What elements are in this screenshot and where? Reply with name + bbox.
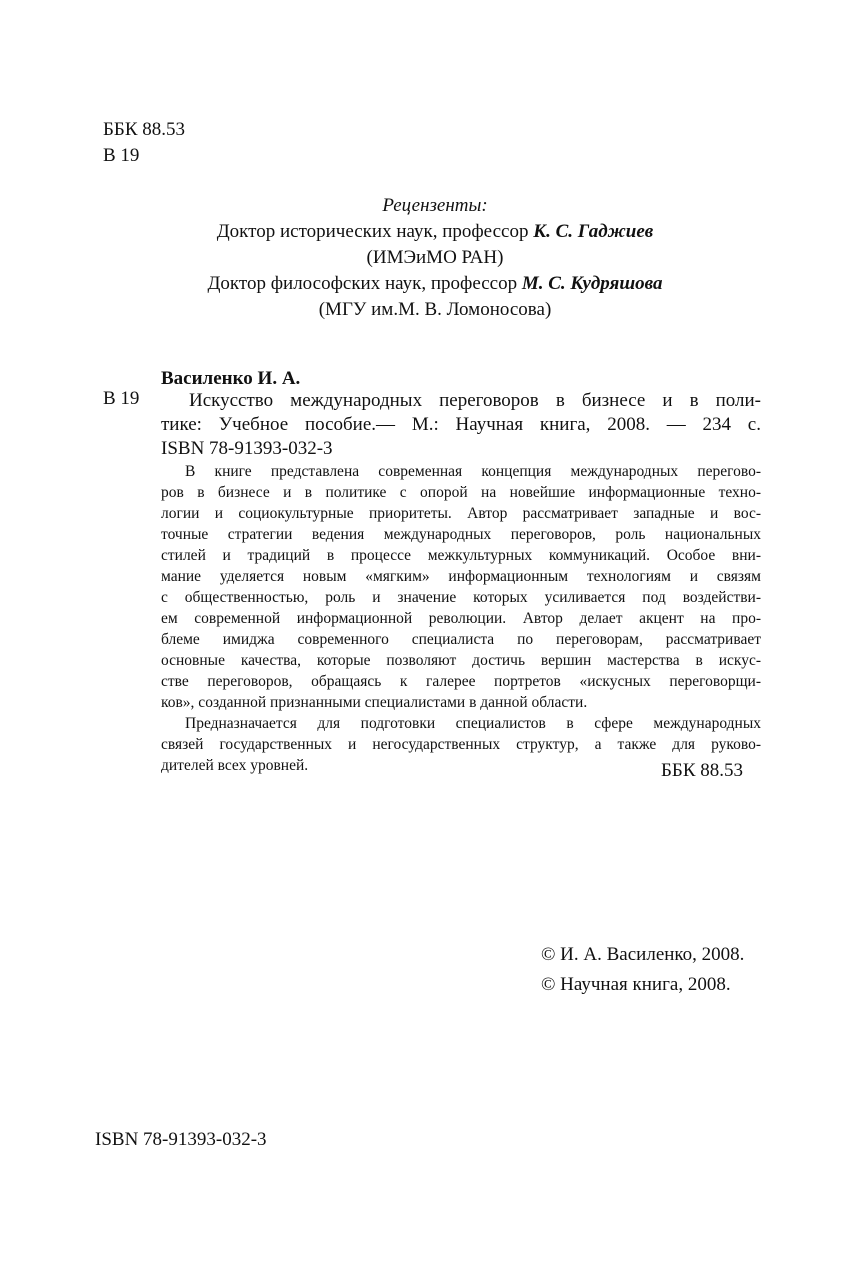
reviewer-1 (120, 219, 750, 245)
copyright-block (541, 940, 744, 1000)
annotation-line: стилей и традиций в процессе межкультурных коммуникаций. Особое вни- (161, 547, 761, 564)
record-author: Василенко И. А. (161, 368, 301, 389)
title-line: тике: Учебное пособие.— М.: Научная книга, 2008. — 234 с. (161, 414, 761, 435)
annotation (161, 461, 761, 776)
bibliographic-description (161, 389, 761, 461)
reviewer-1-name: К. С. Гаджиев (533, 221, 654, 242)
annotation-line: мание уделяется новым «мягким» информационным технологиям и связям (161, 568, 761, 585)
annotation-line: логии и социокультурные приоритеты. Автор рассматривает западные и вос- (161, 505, 761, 522)
annotation-line: ров в бизнесе и в политике с опорой на новейшие информационные техно- (161, 484, 761, 501)
reviewers-caption: Рецензенты: (382, 195, 488, 216)
title-line: Искусство международных переговоров в бизнесе и в поли- (189, 390, 761, 411)
annotation-line: точные стратегии ведения международных переговоров, роль национальных (161, 526, 761, 543)
copyright-publisher: © Научная книга, 2008. (541, 974, 731, 995)
reviewer-1-org: (ИМЭиМО РАН) (366, 247, 504, 268)
annotation-line: дителей всех уровней. (161, 757, 309, 774)
annotation-line: В книге представлена современная концепция международных перегово- (185, 463, 761, 480)
annotation-line: ков», созданной признанными специалистами в данной области. (161, 694, 588, 711)
author-sign-top: В 19 (103, 145, 140, 166)
bbk-code-right: ББК 88.53 (661, 760, 743, 781)
annotation-line: стве переговоров, обращаясь к галерее портретов «искусных переговорщи- (161, 673, 761, 690)
annotation-line: ем современной информационной революции. Автор делает акцент на про- (161, 610, 761, 627)
bbk-code-top: ББК 88.53 (103, 119, 185, 140)
isbn-bottom: ISBN 78-91393-032-3 (95, 1129, 267, 1150)
reviewer-2-name: М. С. Кудряшова (521, 273, 663, 294)
annotation-line: связей государственных и негосударственных структур, а также для руково- (161, 736, 761, 753)
reviewer-2 (120, 271, 750, 297)
copyright-author: © И. А. Василенко, 2008. (541, 944, 745, 965)
record-isbn: ISBN 78-91393-032-3 (161, 438, 333, 459)
annotation-line: основные качества, которые позволяют достичь вершин мастерства в искус- (161, 652, 761, 669)
annotation-line: блеме имиджа современного специалиста по переговорам, рассматривает (161, 631, 761, 648)
annotation-line: с общественностью, роль и значение которых усиливается под воздействи- (161, 589, 761, 606)
annotation-line: Предназначается для подготовки специалистов в сфере международных (185, 715, 761, 732)
reviewer-2-org: (МГУ им.М. В. Ломоносова) (318, 299, 552, 320)
reviewers-block (120, 193, 750, 323)
record-author-sign: В 19 (103, 388, 140, 409)
reviewer-1-title: Доктор исторических наук, профессор (216, 221, 534, 242)
reviewer-2-title: Доктор философских наук, профессор (207, 273, 522, 294)
